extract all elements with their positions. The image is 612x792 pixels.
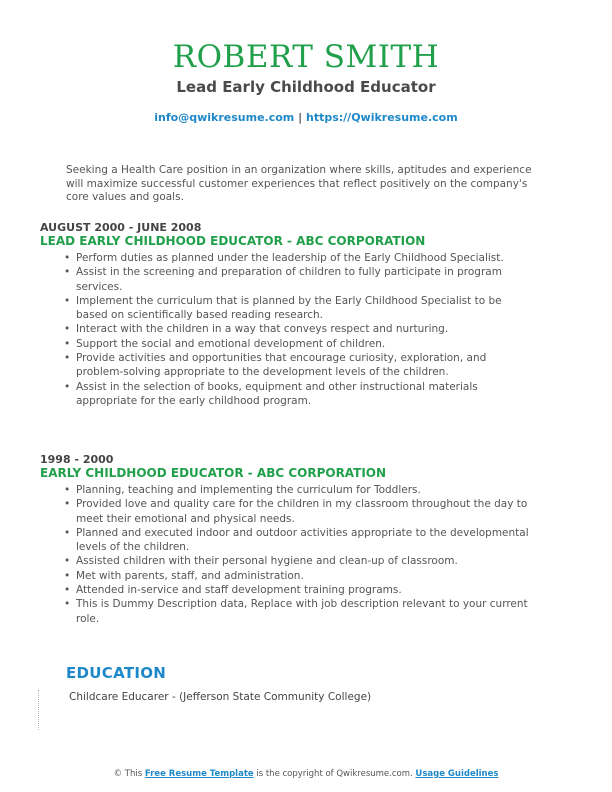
bullet-item: • Implement the curriculum that is planned by the Early Childhood Specialist to be based on scientifically based reading research.	[76, 294, 570, 323]
bullet-item: • Assisted children with their personal hygiene and clean-up of classroom.	[76, 554, 570, 568]
bullet-item: • Assist in the screening and preparation of children to fully participate in program services.	[76, 265, 570, 294]
bullet-item: • Perform duties as planned under the leadership of the Early Childhood Specialist.	[76, 251, 570, 265]
bullet-item: • This is Dummy Description data, Replace with job description relevant to your current role.	[76, 597, 570, 626]
experience-dates: 1998 - 2000	[40, 453, 114, 466]
bullet-item: • Planned and executed indoor and outdoor activities appropriate to the developmental levels of the children.	[76, 526, 570, 555]
education-divider	[38, 690, 39, 730]
bullet-item: • Provide activities and opportunities that encourage curiosity, exploration, and problem-solving appropriate to the development levels of the children.	[76, 351, 570, 380]
bullet-item: • Planning, teaching and implementing the curriculum for Toddlers.	[76, 483, 570, 497]
usage-guidelines-link[interactable]: Usage Guidelines	[415, 769, 499, 779]
education-item: Childcare Educarer - (Jefferson State Community College)	[69, 691, 372, 703]
website-link[interactable]: https://Qwikresume.com	[305, 111, 458, 124]
candidate-name: ROBERT SMITH	[172, 39, 440, 75]
experience-entry-2	[40, 453, 570, 626]
experience-title: LEAD EARLY CHILDHOOD EDUCATOR - ABC CORPORATION	[40, 234, 426, 248]
bullet-item: • Assist in the selection of books, equipment and other instructional materials appropriate for the early childhood program.	[76, 380, 570, 409]
experience-bullets	[40, 251, 570, 408]
job-title: Lead Early Childhood Educator	[176, 78, 436, 96]
email-link[interactable]: info@qwikresume.com	[154, 111, 295, 124]
contact-line	[0, 111, 612, 125]
experience-title: EARLY CHILDHOOD EDUCATOR - ABC CORPORATION	[40, 466, 387, 480]
experience-entry-1	[40, 221, 570, 408]
footer-prefix: © This	[113, 769, 143, 779]
experience-dates: AUGUST 2000 - JUNE 2008	[40, 221, 202, 234]
bullet-item: • Met with parents, staff, and administration.	[76, 569, 570, 583]
footer	[0, 769, 612, 780]
bullet-item: • Interact with the children in a way that conveys respect and nurturing.	[76, 322, 570, 336]
bullet-item: • Attended in-service and staff development training programs.	[76, 583, 570, 597]
footer-copyright-text: is the copyright of Qwikresume.com.	[256, 769, 413, 779]
education-heading: EDUCATION	[66, 664, 167, 682]
summary-paragraph: Seeking a Health Care position in an organization where skills, aptitudes and experience will maximize successful customer experiences that reflect positively on the company's core values and goals.	[66, 164, 532, 203]
contact-separator: |	[298, 111, 303, 124]
bullet-item: • Support the social and emotional development of children.	[76, 337, 570, 351]
free-resume-template-link[interactable]: Free Resume Template	[144, 769, 254, 779]
bullet-item: • Provided love and quality care for the children in my classroom throughout the day to meet their emotional and physical needs.	[76, 497, 570, 526]
experience-bullets	[40, 483, 570, 626]
